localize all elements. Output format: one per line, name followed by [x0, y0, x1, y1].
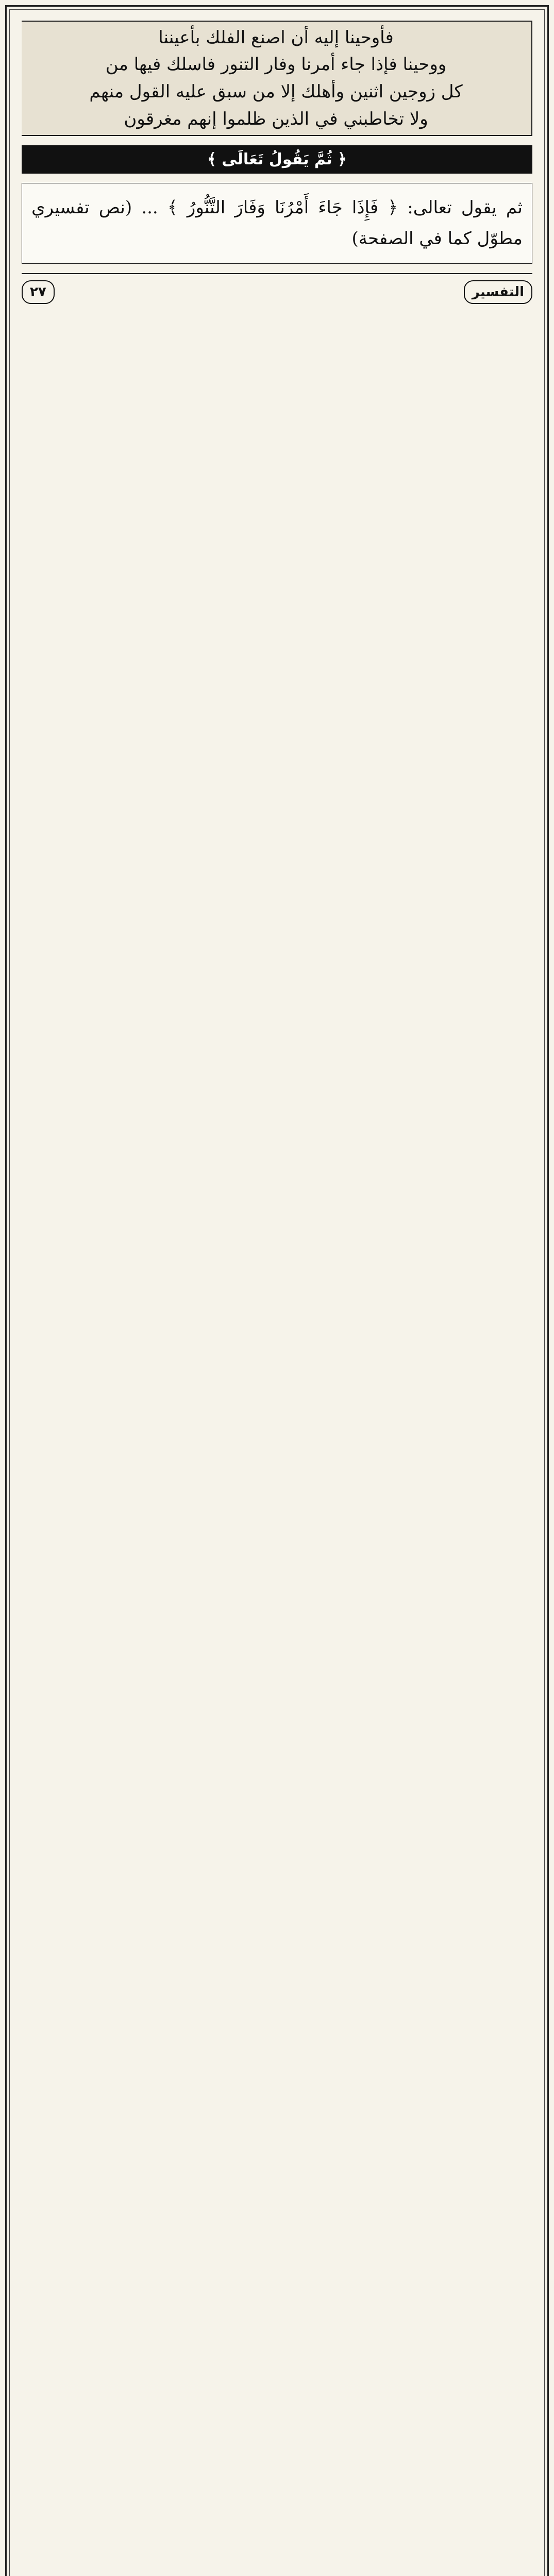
top-quran-block [22, 21, 532, 136]
page-label: التفسير [464, 280, 532, 304]
spacer [22, 304, 532, 313]
top-line-1: فأوحينا إليه أن اصنع الفلك بأعيننا [158, 27, 394, 48]
top-line-4: ولا تخاطبني في الذين ظلموا إنهم مغرقون [124, 108, 428, 129]
section-title: ﴿ ثُمَّ يَقُولُ تَعَالَى ﴾ [22, 145, 532, 174]
pager [22, 273, 532, 304]
top-line-2: ووحينا فإذا جاء أمرنا وفار التنور فاسلك فيها من [105, 54, 447, 75]
page-number: ٢٧ [22, 280, 55, 304]
content [22, 21, 532, 2576]
main-text: ثم يقول تعالى: ﴿ فَإِذَا جَاءَ أَمْرُنَا وَفَارَ التَّنُّورُ ﴾ ... (نص تفسيري مطوّل كما في الصفحة) [22, 183, 532, 264]
top-line-3: كل زوجين اثنين وأهلك إلا من سبق عليه القول منهم [89, 81, 463, 102]
